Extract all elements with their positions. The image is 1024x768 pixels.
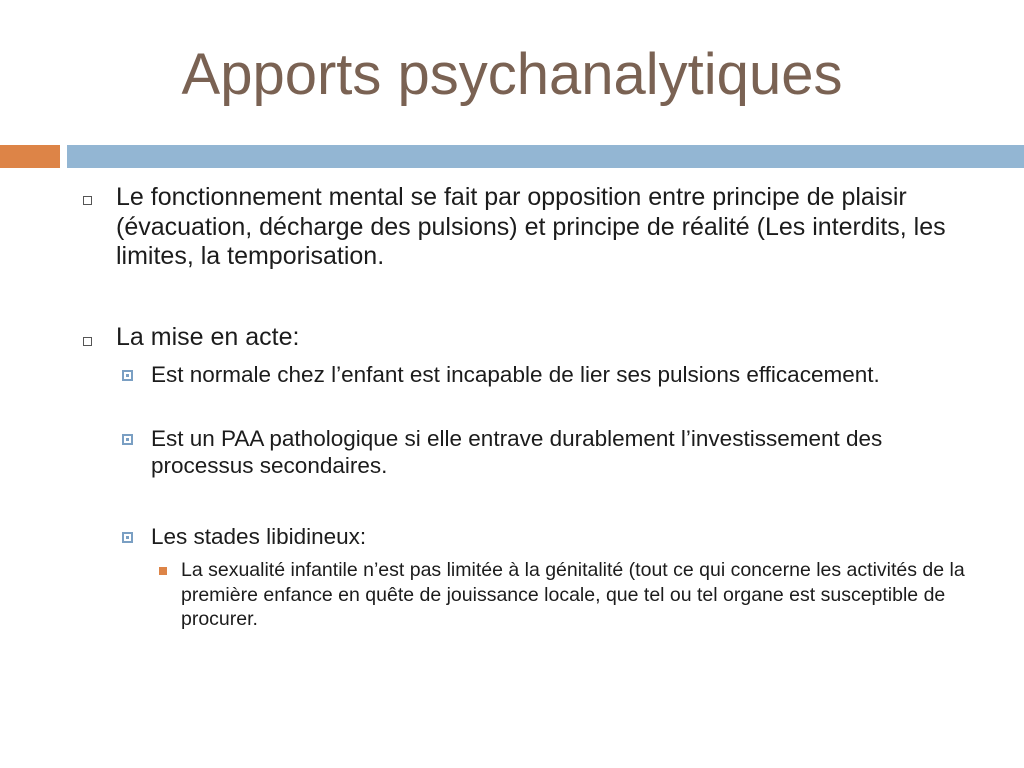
square-bullet-icon <box>83 337 92 346</box>
square-bullet-icon <box>83 196 92 205</box>
blue-square-bullet-icon <box>122 532 133 543</box>
orange-square-bullet-icon <box>159 567 167 575</box>
bullet-text: Le fonctionnement mental se fait par opposition entre principe de plaisir (évacuation, décharge des pulsions) et principe de réalité (Les interdits, les limites, la temporisation. <box>116 183 946 270</box>
blue-square-bullet-icon <box>122 434 133 445</box>
sub-bullet-text: Les stades libidineux: <box>151 524 367 549</box>
sub-sub-bullet-text: La sexualité infantile n’est pas limitée à la génitalité (tout ce qui concerne les activités de la première enfance en quête de jouissance locale, que tel ou tel organe est susceptible de procurer. <box>181 559 965 630</box>
bullet-text: La mise en acte: <box>116 323 300 351</box>
blue-square-bullet-icon <box>122 370 133 381</box>
sub-bullet-text: Est un PAA pathologique si elle entrave durablement l’investissement des processus secondaires. <box>151 426 883 478</box>
sub-bullet-text: Est normale chez l’enfant est incapable de lier ses pulsions efficacement. <box>151 362 880 387</box>
slide-title: Apports psychanalytiques <box>181 42 843 107</box>
